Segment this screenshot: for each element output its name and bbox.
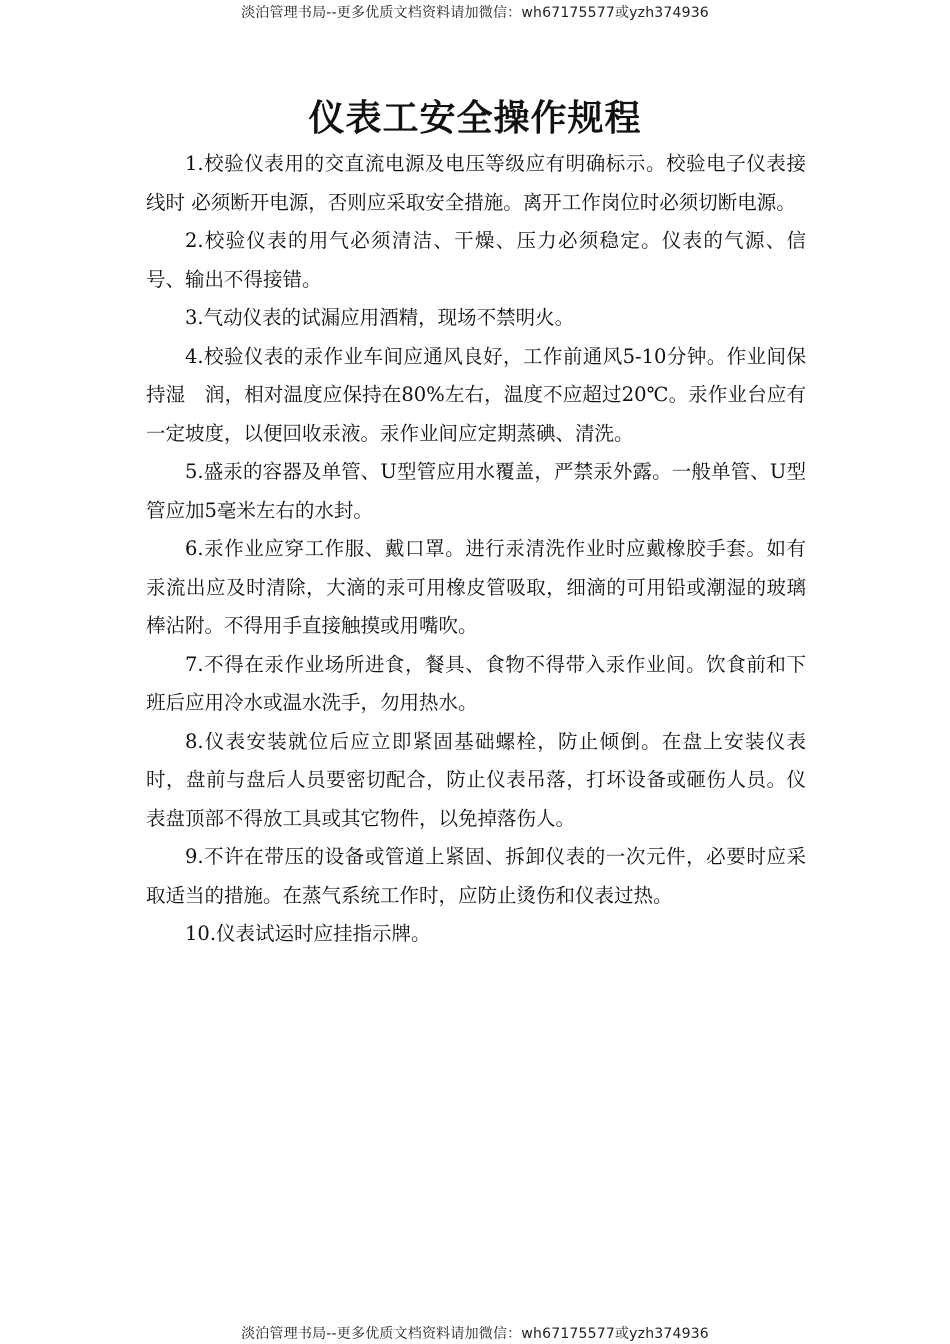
paragraph-4: 4.校验仪表的汞作业车间应通风良好，工作前通风5-10分钟。作业间保持湿 润，相对温度应保持在80%左右，温度不应超过20℃。汞作业台应有一定坡度，以便回收汞液。汞作业间应定期蒸碘、清洗。: [146, 344, 806, 445]
paragraph-7: 7.不得在汞作业场所进食，餐具、食物不得带入汞作业间。饮食前和下班后应用冷水或温水洗手，勿用热水。: [146, 652, 806, 714]
footer-watermark: 淡泊管理书局--更多优质文档资料请加微信：wh67175577或yzh374936: [241, 1326, 709, 1342]
paragraph-1: 1.校验仪表用的交直流电源及电压等级应有明确标示。校验电子仪表接线时 必须断开电源，否则应采取安全措施。离开工作岗位时必须切断电源。: [146, 152, 806, 214]
paragraph-6: 6.汞作业应穿工作服、戴口罩。进行汞清洗作业时应戴橡胶手套。如有汞流出应及时清除，大滴的汞可用橡皮管吸取，细滴的可用铅或潮湿的玻璃棒沾附。不得用手直接触摸或用嘴吹。: [146, 537, 806, 637]
header-watermark: 淡泊管理书局--更多优质文档资料请加微信：wh67175577或yzh374936: [241, 5, 709, 21]
document-title: 仪表工安全操作规程: [308, 97, 642, 139]
paragraph-5: 5.盛汞的容器及单管、U型管应用水覆盖，严禁汞外露。一般单管、U型管应加5毫米左右的水封。: [146, 460, 806, 522]
paragraph-3: 3.气动仪表的试漏应用酒精，现场不禁明火。: [185, 306, 575, 329]
document-body: [146, 145, 806, 954]
paragraph-2: 2.校验仪表的用气必须清洁、干燥、压力必须稳定。仪表的气源、信号、输出不得接错。: [146, 229, 806, 291]
paragraph-8: 8.仪表安装就位后应立即紧固基础螺栓，防止倾倒。在盘上安装仪表时，盘前与盘后人员要密切配合，防止仪表吊落，打坏设备或砸伤人员。仪表盘顶部不得放工具或其它物件，以免掉落伤人。: [146, 729, 806, 830]
paragraph-10: 10.仪表试运时应挂指示牌。: [185, 922, 431, 945]
paragraph-9: 9.不许在带压的设备或管道上紧固、拆卸仪表的一次元件，必要时应采取适当的措施。在蒸气系统工作时，应防止烫伤和仪表过热。: [146, 845, 806, 907]
